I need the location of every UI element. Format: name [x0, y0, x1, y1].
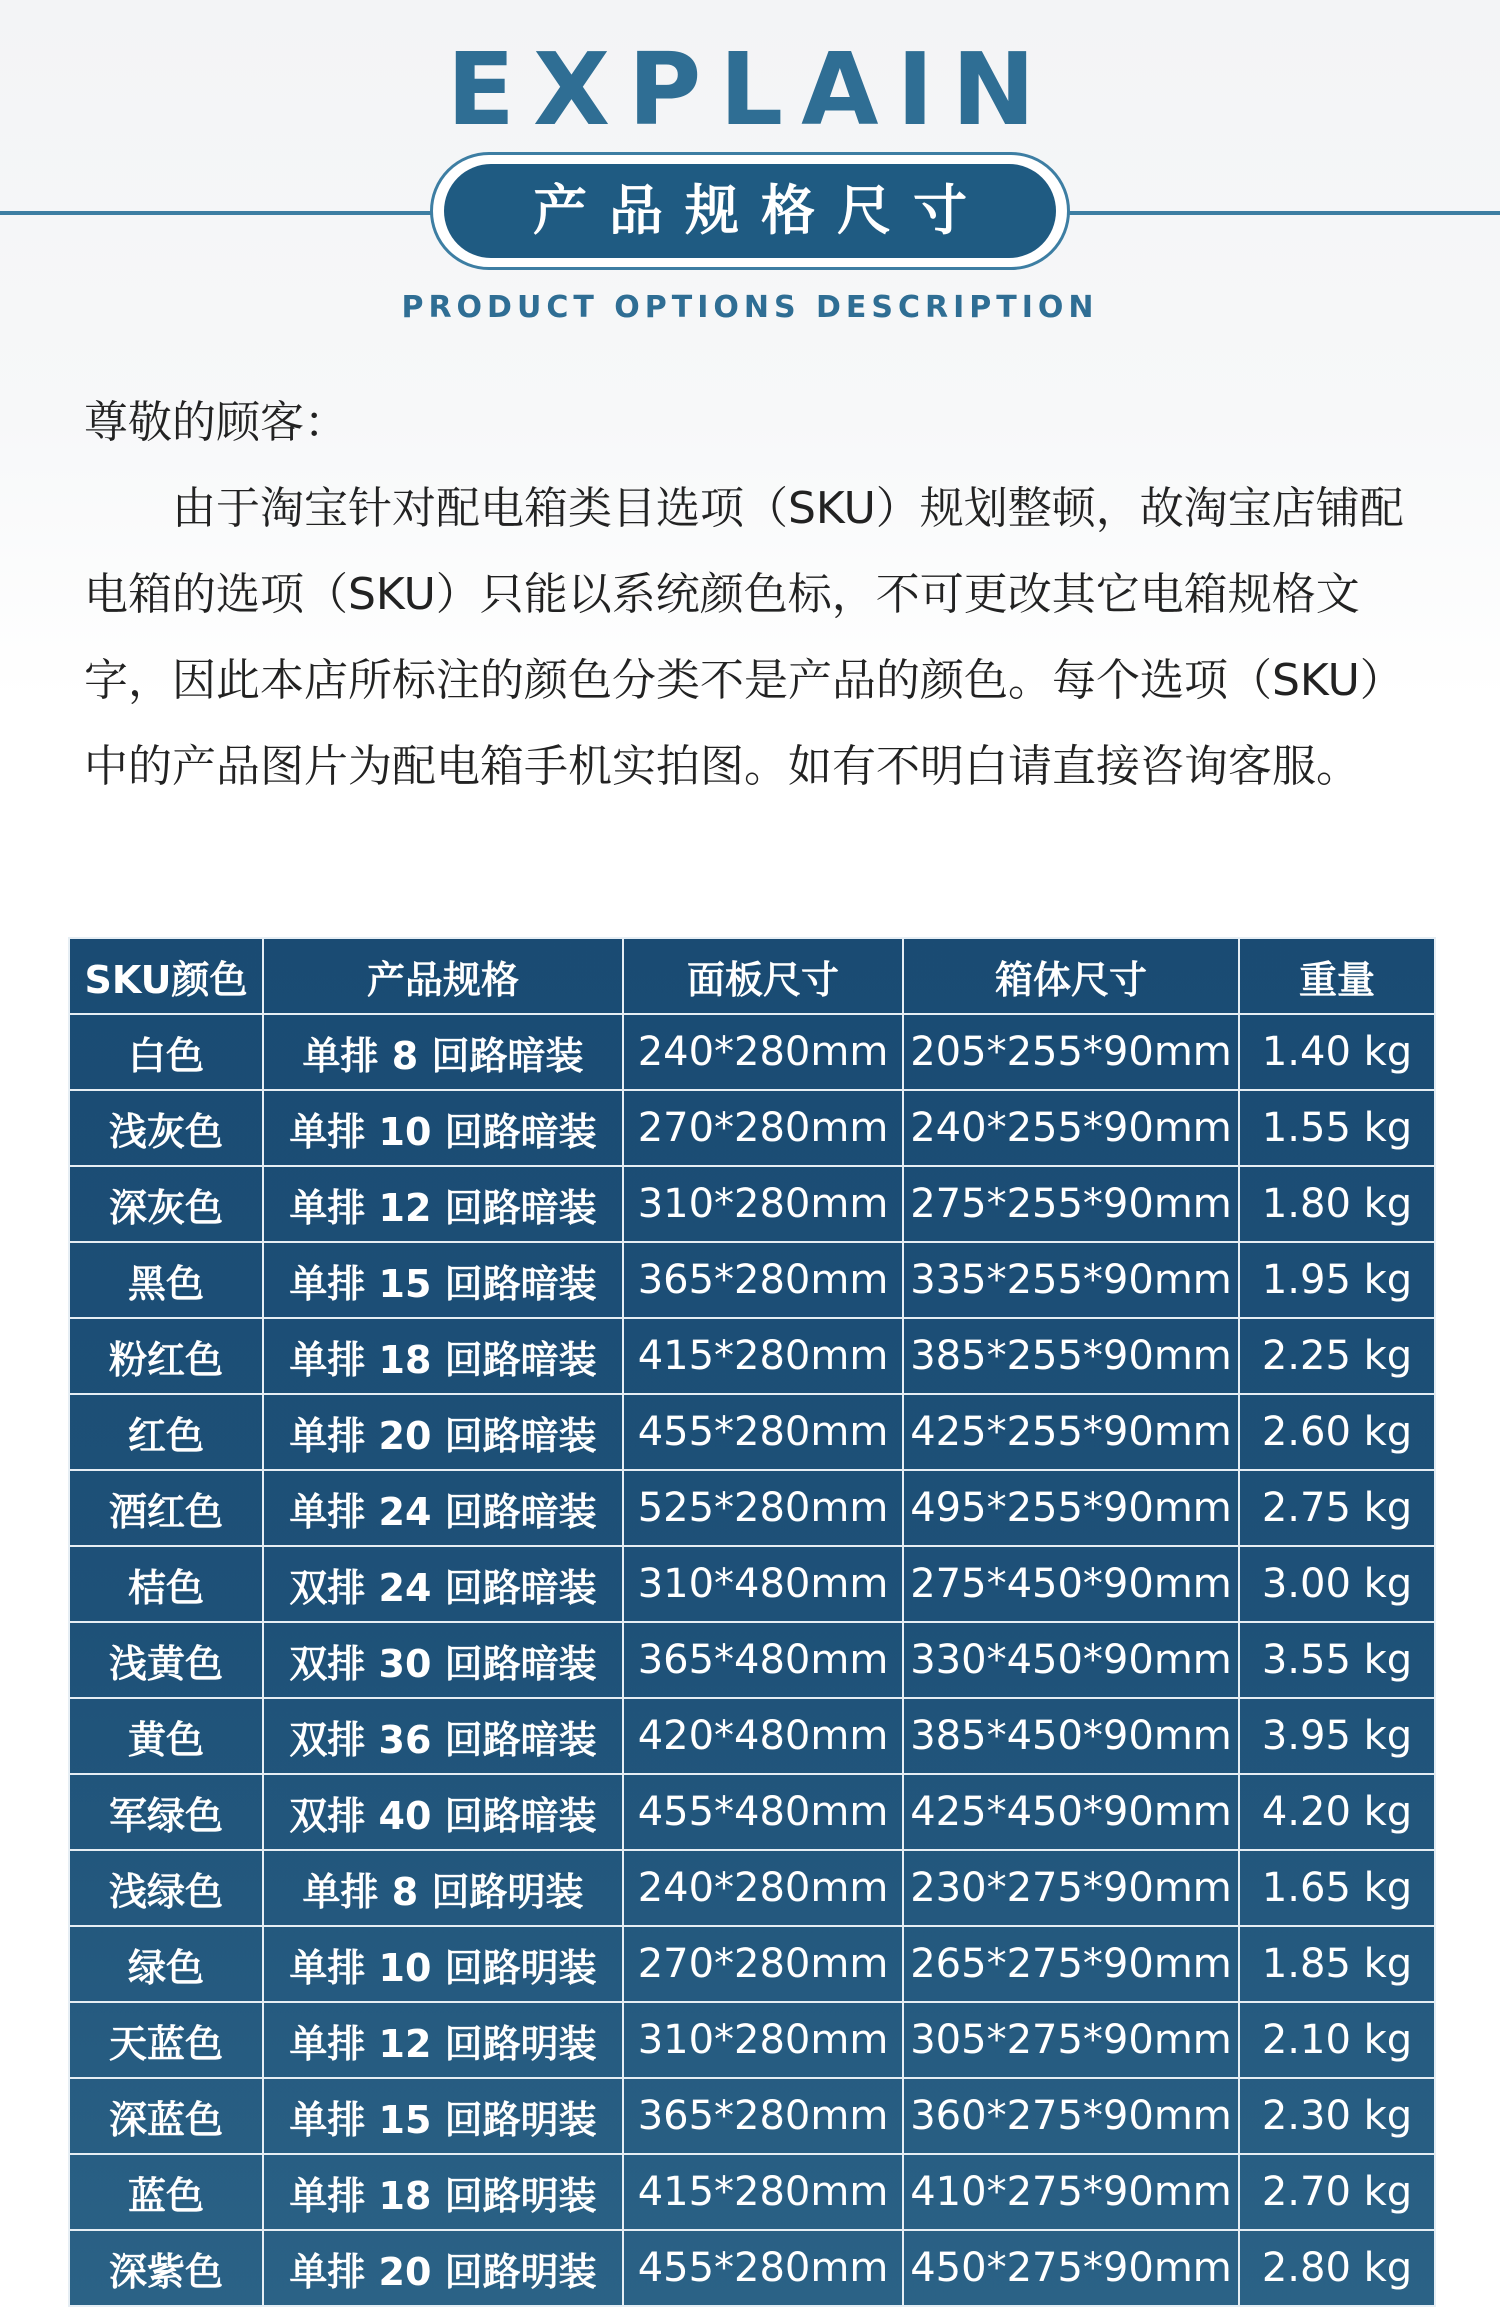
cell-sku-color: 浅黄色 — [69, 1622, 263, 1698]
cell-sku-color: 深蓝色 — [69, 2078, 263, 2154]
table-row — [69, 1014, 1435, 1090]
cell-box-size: 305*275*90mm — [903, 2002, 1239, 2078]
table-row — [69, 1090, 1435, 1166]
cell-weight: 2.75 kg — [1239, 1470, 1435, 1546]
customer-notice — [84, 380, 1434, 810]
cell-weight: 2.80 kg — [1239, 2230, 1435, 2306]
cell-spec: 单排 15 回路暗装 — [263, 1242, 623, 1318]
cell-spec: 单排 15 回路明装 — [263, 2078, 623, 2154]
cell-weight: 1.65 kg — [1239, 1850, 1435, 1926]
spec-table — [68, 937, 1436, 2307]
cell-spec: 单排 10 回路暗装 — [263, 1090, 623, 1166]
cell-weight: 3.55 kg — [1239, 1622, 1435, 1698]
cell-weight: 2.70 kg — [1239, 2154, 1435, 2230]
cell-box-size: 410*275*90mm — [903, 2154, 1239, 2230]
table-row — [69, 1546, 1435, 1622]
cell-box-size: 265*275*90mm — [903, 1926, 1239, 2002]
cell-sku-color: 军绿色 — [69, 1774, 263, 1850]
table-row — [69, 1394, 1435, 1470]
cell-spec: 单排 12 回路暗装 — [263, 1166, 623, 1242]
cell-sku-color: 绿色 — [69, 1926, 263, 2002]
cell-spec: 单排 18 回路明装 — [263, 2154, 623, 2230]
cell-box-size: 425*255*90mm — [903, 1394, 1239, 1470]
cell-weight: 1.85 kg — [1239, 1926, 1435, 2002]
cell-sku-color: 天蓝色 — [69, 2002, 263, 2078]
cell-weight: 2.10 kg — [1239, 2002, 1435, 2078]
page-header — [0, 0, 1500, 360]
cell-spec: 单排 10 回路明装 — [263, 1926, 623, 2002]
cell-spec: 单排 20 回路明装 — [263, 2230, 623, 2306]
notice-greeting: 尊敬的顾客： — [84, 397, 348, 448]
cell-box-size: 385*450*90mm — [903, 1698, 1239, 1774]
cell-sku-color: 白色 — [69, 1014, 263, 1090]
cell-spec: 单排 8 回路明装 — [263, 1850, 623, 1926]
cell-sku-color: 黄色 — [69, 1698, 263, 1774]
cell-weight: 2.30 kg — [1239, 2078, 1435, 2154]
table-row — [69, 2078, 1435, 2154]
cell-panel-size: 455*480mm — [623, 1774, 903, 1850]
cell-weight: 1.95 kg — [1239, 1242, 1435, 1318]
page-subtitle: PRODUCT OPTIONS DESCRIPTION — [401, 290, 1099, 325]
cell-sku-color: 桔色 — [69, 1546, 263, 1622]
divider-left — [0, 211, 440, 215]
cell-sku-color: 黑色 — [69, 1242, 263, 1318]
table-row — [69, 1850, 1435, 1926]
cell-box-size: 335*255*90mm — [903, 1242, 1239, 1318]
cell-weight: 4.20 kg — [1239, 1774, 1435, 1850]
table-row — [69, 1242, 1435, 1318]
notice-body: 由于淘宝针对配电箱类目选项（SKU）规划整顿，故淘宝店铺配电箱的选项（SKU）只能以系统颜色标，不可更改其它电箱规格文字，因此本店所标注的颜色分类不是产品的颜色。每个选项（SKU）中的产品图片为配电箱手机实拍图。如有不明白请直接咨询客服。 — [84, 483, 1404, 792]
cell-sku-color: 蓝色 — [69, 2154, 263, 2230]
table-body — [69, 1014, 1435, 2306]
cell-box-size: 360*275*90mm — [903, 2078, 1239, 2154]
header-box-size: 箱体尺寸 — [903, 938, 1239, 1014]
cell-spec: 单排 24 回路暗装 — [263, 1470, 623, 1546]
cell-spec: 单排 20 回路暗装 — [263, 1394, 623, 1470]
cell-panel-size: 455*280mm — [623, 2230, 903, 2306]
cell-spec: 双排 30 回路暗装 — [263, 1622, 623, 1698]
divider-right — [1060, 211, 1500, 215]
cell-spec: 单排 12 回路明装 — [263, 2002, 623, 2078]
cell-spec: 双排 36 回路暗装 — [263, 1698, 623, 1774]
cell-spec: 双排 40 回路暗装 — [263, 1774, 623, 1850]
cell-sku-color: 酒红色 — [69, 1470, 263, 1546]
header-weight: 重量 — [1239, 938, 1435, 1014]
cell-box-size: 275*450*90mm — [903, 1546, 1239, 1622]
table-header-row — [69, 938, 1435, 1014]
cell-panel-size: 415*280mm — [623, 2154, 903, 2230]
cell-panel-size: 365*480mm — [623, 1622, 903, 1698]
cell-sku-color: 深紫色 — [69, 2230, 263, 2306]
cell-weight: 2.60 kg — [1239, 1394, 1435, 1470]
table-row — [69, 1698, 1435, 1774]
cell-box-size: 425*450*90mm — [903, 1774, 1239, 1850]
cell-weight: 1.80 kg — [1239, 1166, 1435, 1242]
cell-box-size: 450*275*90mm — [903, 2230, 1239, 2306]
cell-panel-size: 270*280mm — [623, 1926, 903, 2002]
table-row — [69, 2002, 1435, 2078]
cell-panel-size: 310*280mm — [623, 2002, 903, 2078]
cell-panel-size: 310*280mm — [623, 1166, 903, 1242]
cell-sku-color: 浅灰色 — [69, 1090, 263, 1166]
cell-box-size: 495*255*90mm — [903, 1470, 1239, 1546]
table-row — [69, 1166, 1435, 1242]
table-row — [69, 1926, 1435, 2002]
cell-spec: 单排 8 回路暗装 — [263, 1014, 623, 1090]
cell-panel-size: 415*280mm — [623, 1318, 903, 1394]
cell-weight: 1.40 kg — [1239, 1014, 1435, 1090]
cell-panel-size: 270*280mm — [623, 1090, 903, 1166]
cell-panel-size: 365*280mm — [623, 2078, 903, 2154]
page-title: EXPLAIN — [446, 31, 1054, 148]
cell-panel-size: 455*280mm — [623, 1394, 903, 1470]
cell-sku-color: 粉红色 — [69, 1318, 263, 1394]
table-row — [69, 2154, 1435, 2230]
table-row — [69, 2230, 1435, 2306]
cell-panel-size: 420*480mm — [623, 1698, 903, 1774]
cell-weight: 3.00 kg — [1239, 1546, 1435, 1622]
cell-weight: 1.55 kg — [1239, 1090, 1435, 1166]
cell-weight: 2.25 kg — [1239, 1318, 1435, 1394]
cell-panel-size: 310*480mm — [623, 1546, 903, 1622]
cell-sku-color: 浅绿色 — [69, 1850, 263, 1926]
header-spec: 产品规格 — [263, 938, 623, 1014]
table-row — [69, 1470, 1435, 1546]
cell-box-size: 275*255*90mm — [903, 1166, 1239, 1242]
cell-box-size: 240*255*90mm — [903, 1090, 1239, 1166]
header-panel-size: 面板尺寸 — [623, 938, 903, 1014]
cell-box-size: 205*255*90mm — [903, 1014, 1239, 1090]
cell-box-size: 385*255*90mm — [903, 1318, 1239, 1394]
cell-sku-color: 红色 — [69, 1394, 263, 1470]
cell-spec: 单排 18 回路暗装 — [263, 1318, 623, 1394]
cell-panel-size: 240*280mm — [623, 1014, 903, 1090]
cell-panel-size: 240*280mm — [623, 1850, 903, 1926]
cell-box-size: 330*450*90mm — [903, 1622, 1239, 1698]
table-row — [69, 1622, 1435, 1698]
cell-sku-color: 深灰色 — [69, 1166, 263, 1242]
cell-spec: 双排 24 回路暗装 — [263, 1546, 623, 1622]
cell-weight: 3.95 kg — [1239, 1698, 1435, 1774]
header-sku-color: SKU颜色 — [69, 938, 263, 1014]
table-row — [69, 1318, 1435, 1394]
cell-box-size: 230*275*90mm — [903, 1850, 1239, 1926]
cell-panel-size: 525*280mm — [623, 1470, 903, 1546]
cell-panel-size: 365*280mm — [623, 1242, 903, 1318]
table-row — [69, 1774, 1435, 1850]
section-badge: 产品规格尺寸 — [444, 164, 1056, 258]
